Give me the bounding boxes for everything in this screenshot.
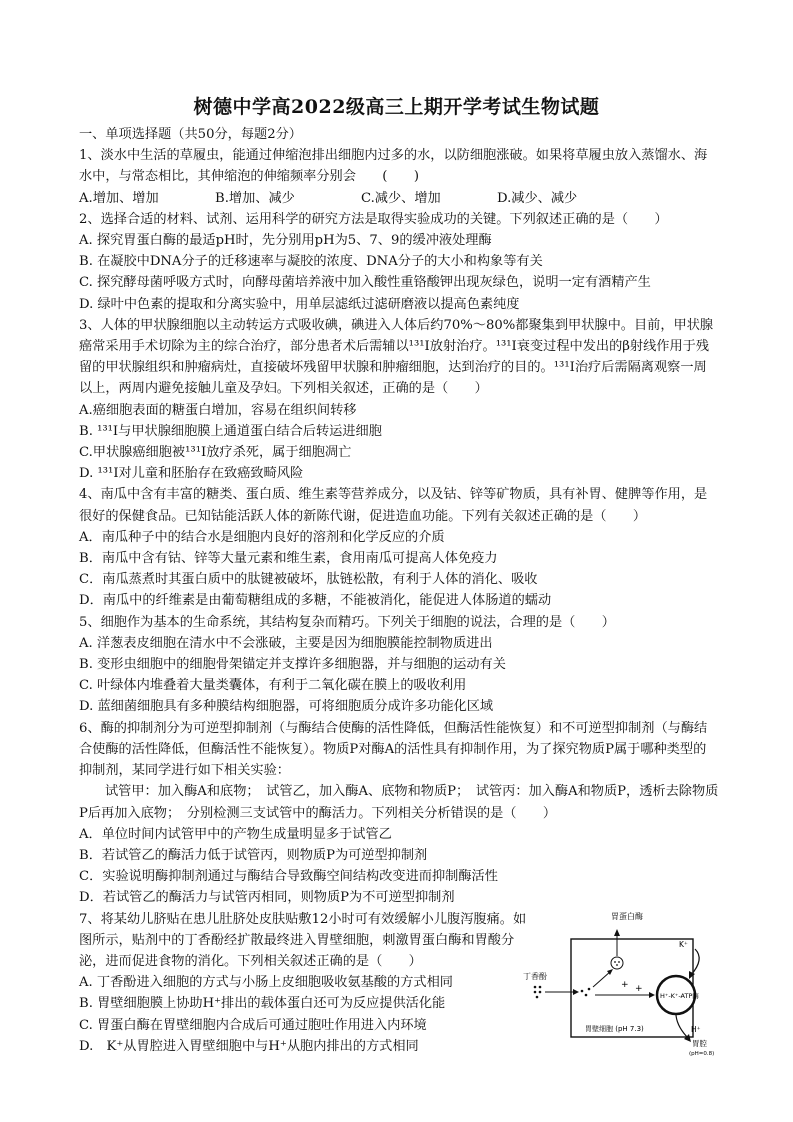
- question-stem: 1、淡水中生活的草履虫，能通过伸缩泡排出细胞内过多的水，以防细胞涨破。如果将草履虫放入蒸馏水、海水中，与常态相比，其伸缩泡的伸缩频率分别会 ( ): [79, 148, 708, 185]
- option-a: A．单位时间内试管甲中的产物生成量明显多于试管乙: [79, 826, 392, 842]
- option-a: A. 洋葱表皮细胞在清水中不会涨破，主要是因为细胞膜能控制物质进出: [79, 635, 493, 651]
- option-b: B．若试管乙的酶活力低于试管丙，则物质P为可逆型抑制剂: [79, 847, 428, 863]
- option-row: [79, 188, 719, 209]
- pepsin-label: 胃蛋白酶: [611, 911, 643, 921]
- gastric-cell-diagram: [519, 909, 719, 1059]
- exam-title: 树德中学高2022级高三上期开学考试生物试题: [193, 96, 600, 118]
- h-ion-label: H⁺: [691, 1024, 701, 1034]
- question-stem: 6、酶的抑制剂分为可逆型抑制剂（与酶结合使酶的活性降低，但酶活性能恢复）和不可逆型抑制剂（与酶结合使酶的活性降低，但酶活性不能恢复）。物质P对酶A的活性具有抑制作用，为了探究物质P属于哪种类型的抑制剂，某同学进行如下相关实验：: [79, 720, 708, 779]
- question-6: [79, 718, 719, 909]
- lumen-ph-label: (pH=0.8): [689, 1050, 715, 1057]
- question-stem: 5、细胞作为基本的生命系统，其结构复杂而精巧。下列关于细胞的说法，合理的是（ ）: [79, 614, 615, 630]
- section-heading: 一、单项选择题（共50分，每题2分）: [79, 127, 302, 142]
- option-d: D.减少、减少: [497, 190, 578, 206]
- k-ion-label: K⁺: [679, 939, 688, 949]
- question-stem: 3、人体的甲状腺细胞以主动转运方式吸收碘，碘进入人体后约70%～80%都聚集到甲状腺中。目前，甲状腺癌常采用手术切除为主的综合治疗，部分患者术后需辅以¹³¹I放射治疗。¹³¹I衰变过程中发出的β射线作用于残留的甲状腺组织和肿瘤病灶，直接破坏残留甲状腺和肿瘤细胞，达到治疗的目的。¹³¹I治疗后需隔离观察一周以上，两周内避免接触儿童及孕妇。下列相关叙述，正确的是（ ）: [79, 317, 714, 397]
- option-d: D．南瓜中的纤维素是由葡萄糖组成的多糖，不能被消化，能促进人体肠道的蠕动: [79, 593, 552, 609]
- option-a: A. 丁香酚进入细胞的方式与小肠上皮细胞吸收氨基酸的方式相同: [79, 975, 453, 991]
- question-1: [79, 145, 719, 209]
- question-3: [79, 315, 719, 485]
- option-b: B.增加、减少: [215, 190, 295, 206]
- question-stem: 4、南瓜中含有丰富的糖类、蛋白质、维生素等营养成分，以及钴、锌等矿物质，具有补胃、健脾等作用，是很好的保健食品。已知钴能活跃人体的新陈代谢，促进造血功能。下列有关叙述正确的是（ ）: [79, 487, 708, 524]
- question-2: [79, 209, 719, 315]
- option-d: D．若试管乙的酶活力与试管丙相同，则物质P为不可逆型抑制剂: [79, 890, 455, 906]
- question-4: [79, 484, 719, 611]
- option-c: C．实验说明酶抑制剂通过与酶结合导致酶空间结构改变进而抑制酶活性: [79, 869, 498, 885]
- vesicle-shape: [611, 957, 623, 969]
- option-c: C．南瓜蒸煮时其蛋白质中的肽键被破坏，肽链松散，有利于人体的消化、吸收: [79, 572, 538, 588]
- option-d: D. 绿叶中色素的提取和分离实验中，用单层滤纸过滤研磨液以提高色素纯度: [79, 296, 520, 312]
- question-7-text: [79, 909, 527, 1057]
- pump-label: H⁺-K⁺-ATP酶: [660, 991, 699, 1000]
- question-5: [79, 612, 719, 718]
- option-a: A.癌细胞表面的糖蛋白增加，容易在组织间转移: [79, 402, 357, 418]
- eugenol-label: 丁香酚: [523, 971, 547, 981]
- cell-label: 胃壁细胞 (pH 7.3): [585, 1024, 644, 1033]
- option-d: D. 蓝细菌细胞具有多种膜结构细胞器，可将细胞质分成许多功能化区域: [79, 699, 494, 715]
- question-stem: 7、将某幼儿脐贴在患儿肚脐处皮肤贴敷12小时可有效缓解小儿腹泻腹痛。如图所示，贴剂中的丁香酚经扩散最终进入胃壁细胞，刺激胃蛋白酶和胃酸分泌，进而促进食物的消化。下列相关叙述正确的是（ ）: [79, 911, 527, 969]
- experiment-setup: 试管甲：加入酶A和底物； 试管乙，加入酶A、底物和物质P； 试管丙：加入酶A和物质P，透析去除物质P后再加入底物； 分别检测三支试管中的酶活力。下列相关分析错误的是（ ）: [79, 784, 719, 821]
- exam-content: [79, 124, 719, 1057]
- option-b: B. ¹³¹I与甲状腺细胞膜上通道蛋白结合后转运进细胞: [79, 423, 382, 439]
- option-b: B. 胃壁细胞膜上协助H⁺排出的载体蛋白还可为反应提供活化能: [79, 996, 446, 1012]
- svg-text:+: +: [635, 983, 643, 994]
- option-d: D. ¹³¹I对儿童和胚胎存在致癌致畸风险: [79, 466, 304, 482]
- option-d: D. K⁺从胃腔进入胃壁细胞中与H⁺从胞内排出的方式相同: [79, 1038, 419, 1054]
- option-a: A．南瓜种子中的结合水是细胞内良好的溶剂和化学反应的介质: [79, 529, 445, 545]
- option-c: C. 胃蛋白酶在胃壁细胞内合成后可通过胞吐作用进入内环境: [79, 1017, 427, 1033]
- question-stem: 2、选择合适的材料、试剂、运用科学的研究方法是取得实验成功的关键。下列叙述正确的是（ ）: [79, 211, 668, 227]
- option-a: A. 探究胃蛋白酶的最适pH时，先分别用pH为5、7、9的缓冲液处理酶: [79, 233, 492, 249]
- option-c: C.甲状腺癌细胞被¹³¹I放疗杀死，属于细胞凋亡: [79, 445, 352, 461]
- option-c: C. 叶绿体内堆叠着大量类囊体，有利于二氧化碳在膜上的吸收利用: [79, 678, 467, 694]
- option-b: B. 在凝胶中DNA分子的迁移速率与凝胶的浓度、DNA分子的大小和构象等有关: [79, 254, 543, 270]
- plus-sign: +: [621, 979, 629, 990]
- option-b: B．南瓜中含有钴、锌等大量元素和维生素，食用南瓜可提高人体免疫力: [79, 551, 498, 567]
- option-a: A.增加、增加: [79, 190, 159, 206]
- lumen-label: 胃腔: [692, 1038, 707, 1048]
- option-b: B. 变形虫细胞中的细胞骨架锚定并支撑许多细胞器，并与细胞的运动有关: [79, 657, 506, 673]
- question-7: [79, 909, 719, 1057]
- option-c: C.减少、增加: [361, 190, 441, 206]
- option-c: C. 探究酵母菌呼吸方式时，向酵母菌培养液中加入酸性重铬酸钾出现灰绿色，说明一定有酒精产生: [79, 275, 651, 291]
